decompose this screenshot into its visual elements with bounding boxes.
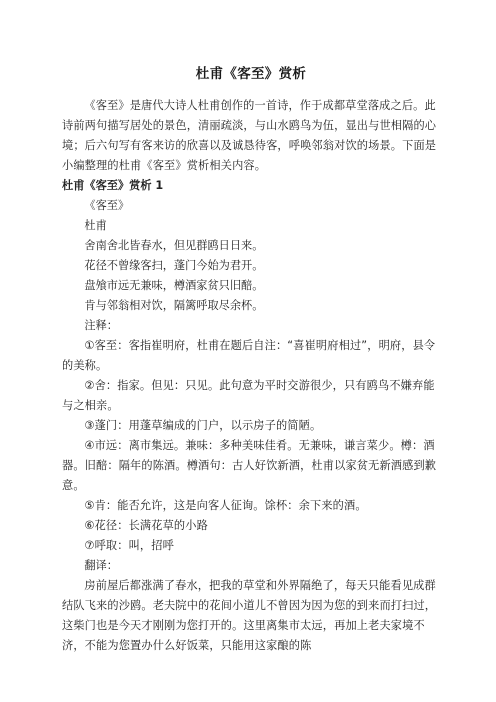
document-title: 杜甫《客至》赏析 — [195, 66, 307, 82]
note-item: ②舍：指家。但见：只见。此句意为平时交游很少，只有鸥鸟不嫌弃能与之相亲。 — [62, 379, 435, 412]
note-item: ④市远：离市集远。兼味：多种美味佳肴。无兼味，谦言菜少。樽：酒器。旧醅：隔年的陈酒。樽酒句：古人好饮新酒，杜甫以家贫无新酒感到歉意。 — [62, 439, 437, 492]
note-item: ⑦呼取：叫，招呼 — [84, 539, 174, 552]
poem-line: 舍南舍北皆春水，但见群鸥日日来。 — [84, 239, 264, 252]
translation-paragraph: 房前屋后都涨满了春水，把我的草堂和外界隔绝了，每天只能看见成群结队飞来的沙鸥。老夫院中的花间小道儿不曾因为因为您的到来而打扫过，这柴门也是今天才刚刚为您打开的。这里离集市太远，再加上老夫家境不济，不能为您置办什么好饭菜，只能用这家酿的陈 — [62, 579, 437, 652]
note-item: ⑥花径：长满花草的小路 — [84, 519, 208, 532]
poem-line: 盘飧市远无兼味，樽酒家贫只旧醅。 — [84, 279, 264, 292]
poem-line: 肯与邻翁相对饮，隔篱呼取尽余杯。 — [84, 299, 264, 312]
translation-label: 翻译： — [84, 559, 118, 572]
poem-author: 杜甫 — [84, 219, 107, 232]
note-item: ①客至：客指崔明府，杜甫在题后自注：“喜崔明府相过”，明府，县令的美称。 — [62, 339, 436, 372]
notes-label: 注释： — [84, 319, 118, 332]
poem-title: 《客至》 — [84, 199, 130, 212]
note-item: ⑤肯：能否允许，这是向客人征询。馀杯：余下来的酒。 — [84, 499, 367, 512]
note-item: ③蓬门：用蓬草编成的门户，以示房子的简陋。 — [84, 419, 322, 432]
section-heading: 杜甫《客至》赏析 1 — [62, 179, 164, 192]
intro-paragraph: 《客至》是唐代大诗人杜甫创作的一首诗，作于成都草堂落成之后。此诗前两句描写居处的景色，清丽疏淡，与山水鸥鸟为伍，显出与世相隔的心境；后六句写有客来访的欣喜以及诚恳待客，呼唤邻翁对饮的场景。下面是小编整理的杜甫《客至》赏析相关内容。 — [62, 99, 437, 172]
poem-line: 花径不曾缘客扫，蓬门今始为君开。 — [84, 259, 264, 272]
